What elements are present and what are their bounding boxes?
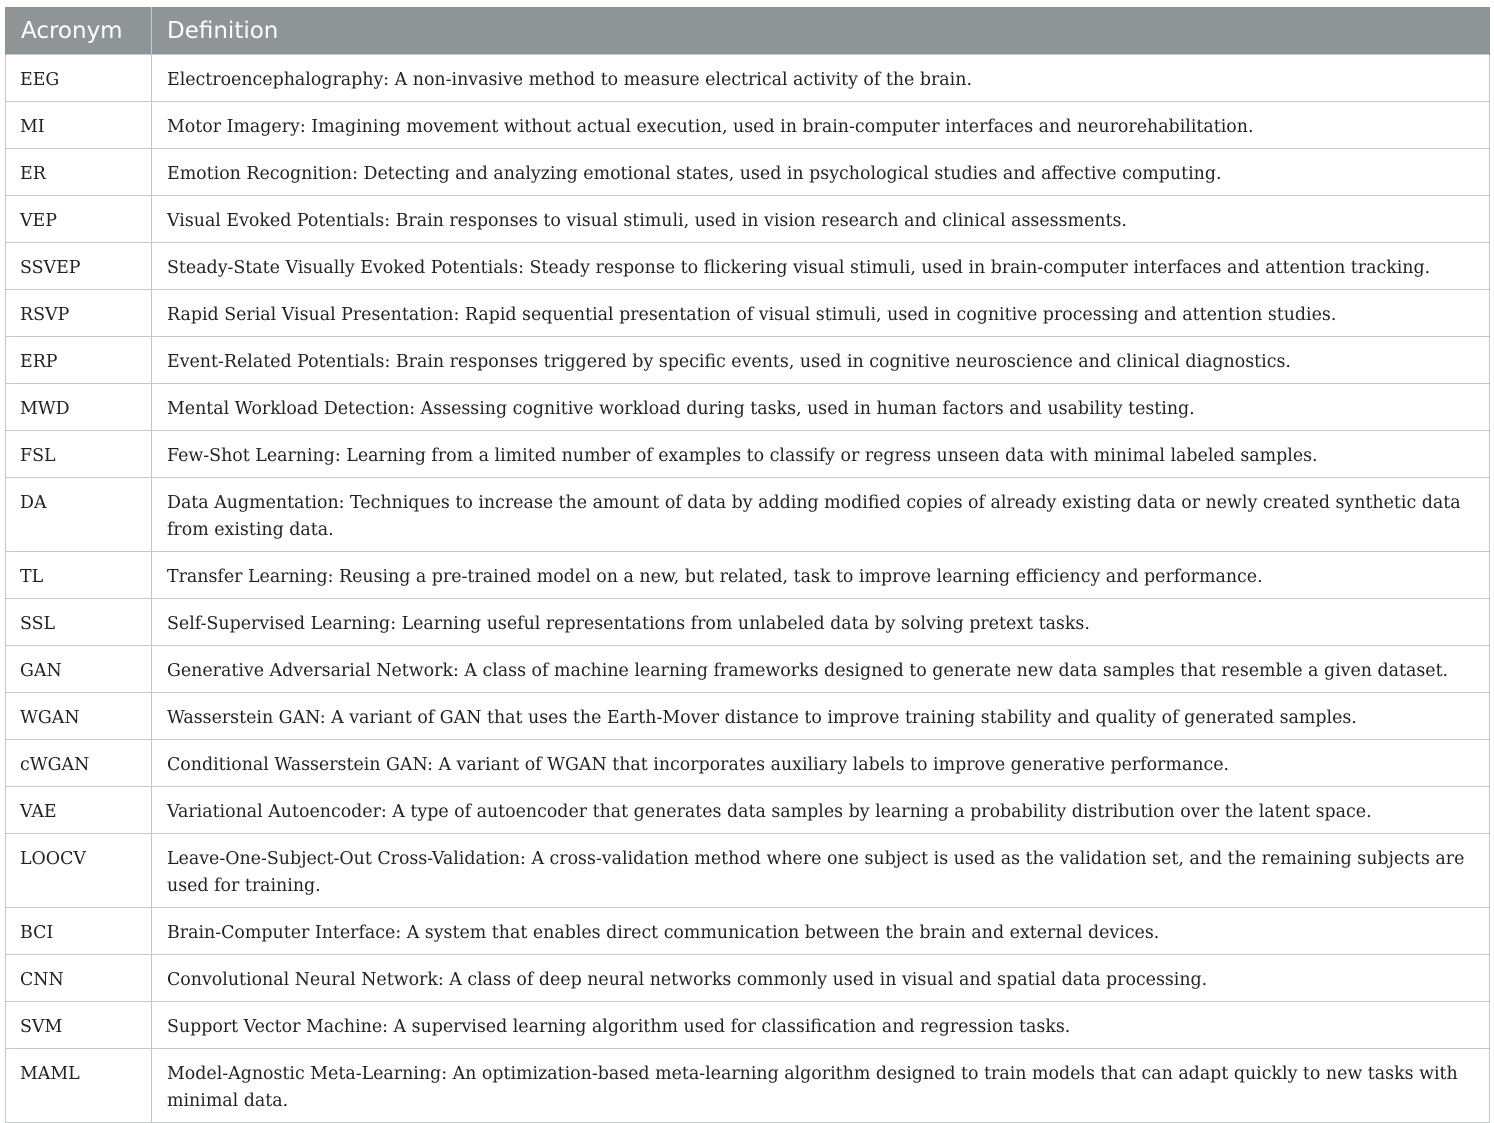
table-row (6, 384, 1490, 431)
acronym-cell: cWGAN (6, 740, 152, 787)
definition-cell: Motor Imagery: Imagining movement without actual execution, used in brain-computer interfaces and neurorehabilitation. (152, 102, 1490, 149)
table-row (6, 646, 1490, 693)
definition-cell: Electroencephalography: A non-invasive method to measure electrical activity of the brain. (152, 55, 1490, 102)
definition-cell: Self-Supervised Learning: Learning useful representations from unlabeled data by solving pretext tasks. (152, 599, 1490, 646)
table-row (6, 196, 1490, 243)
acronym-cell: ER (6, 149, 152, 196)
definition-cell: Brain-Computer Interface: A system that enables direct communication between the brain and external devices. (152, 908, 1490, 955)
acronym-cell: RSVP (6, 290, 152, 337)
table-row (6, 834, 1490, 908)
acronym-cell: MWD (6, 384, 152, 431)
definition-cell: Data Augmentation: Techniques to increase the amount of data by adding modified copies of already existing data or newly created synthetic data from existing data. (152, 478, 1490, 552)
definition-cell: Leave-One-Subject-Out Cross-Validation: A cross-validation method where one subject is used as the validation set, and the remaining subjects are used for training. (152, 834, 1490, 908)
table-row (6, 787, 1490, 834)
table-row (6, 908, 1490, 955)
acronym-cell: VAE (6, 787, 152, 834)
acronym-cell: SSVEP (6, 243, 152, 290)
table-row (6, 478, 1490, 552)
acronym-cell: WGAN (6, 693, 152, 740)
acronym-cell: GAN (6, 646, 152, 693)
acronym-cell: VEP (6, 196, 152, 243)
acronym-cell: TL (6, 552, 152, 599)
acronym-cell: FSL (6, 431, 152, 478)
table-row (6, 740, 1490, 787)
table-row (6, 55, 1490, 102)
acronym-cell: CNN (6, 955, 152, 1002)
definition-cell: Visual Evoked Potentials: Brain responses to visual stimuli, used in vision research and clinical assessments. (152, 196, 1490, 243)
definition-cell: Support Vector Machine: A supervised learning algorithm used for classification and regression tasks. (152, 1002, 1490, 1049)
acronym-cell: SSL (6, 599, 152, 646)
acronym-cell: EEG (6, 55, 152, 102)
table-row (6, 955, 1490, 1002)
definition-cell: Mental Workload Detection: Assessing cognitive workload during tasks, used in human factors and usability testing. (152, 384, 1490, 431)
acronym-table (5, 7, 1490, 1123)
definition-cell: Transfer Learning: Reusing a pre-trained model on a new, but related, task to improve learning efficiency and performance. (152, 552, 1490, 599)
table-row (6, 102, 1490, 149)
table-row (6, 243, 1490, 290)
acronym-cell: LOOCV (6, 834, 152, 908)
column-header-definition: Definition (152, 7, 1490, 55)
acronym-cell: DA (6, 478, 152, 552)
table-row (6, 431, 1490, 478)
definition-cell: Rapid Serial Visual Presentation: Rapid sequential presentation of visual stimuli, used in cognitive processing and attention studies. (152, 290, 1490, 337)
acronym-cell: MAML (6, 1049, 152, 1123)
table-row (6, 1002, 1490, 1049)
table-row (6, 599, 1490, 646)
definition-cell: Conditional Wasserstein GAN: A variant of WGAN that incorporates auxiliary labels to improve generative performance. (152, 740, 1490, 787)
acronym-cell: ERP (6, 337, 152, 384)
definition-cell: Model-Agnostic Meta-Learning: An optimization-based meta-learning algorithm designed to train models that can adapt quickly to new tasks with minimal data. (152, 1049, 1490, 1123)
definition-cell: Wasserstein GAN: A variant of GAN that uses the Earth-Mover distance to improve training stability and quality of generated samples. (152, 693, 1490, 740)
definition-cell: Event-Related Potentials: Brain responses triggered by specific events, used in cognitive neuroscience and clinical diagnostics. (152, 337, 1490, 384)
definition-cell: Emotion Recognition: Detecting and analyzing emotional states, used in psychological studies and affective computing. (152, 149, 1490, 196)
acronym-cell: SVM (6, 1002, 152, 1049)
table-row (6, 337, 1490, 384)
acronym-cell: MI (6, 102, 152, 149)
definition-cell: Generative Adversarial Network: A class of machine learning frameworks designed to generate new data samples that resemble a given dataset. (152, 646, 1490, 693)
column-header-acronym: Acronym (6, 7, 152, 55)
definition-cell: Steady-State Visually Evoked Potentials: Steady response to flickering visual stimuli, used in brain-computer interfaces and attention tracking. (152, 243, 1490, 290)
acronym-cell: BCI (6, 908, 152, 955)
table-row (6, 552, 1490, 599)
table-row (6, 149, 1490, 196)
acronym-table-container (5, 7, 1489, 1123)
table-row (6, 693, 1490, 740)
definition-cell: Variational Autoencoder: A type of autoencoder that generates data samples by learning a probability distribution over the latent space. (152, 787, 1490, 834)
definition-cell: Convolutional Neural Network: A class of deep neural networks commonly used in visual and spatial data processing. (152, 955, 1490, 1002)
table-row (6, 1049, 1490, 1123)
table-row (6, 290, 1490, 337)
table-header-row (6, 7, 1490, 55)
definition-cell: Few-Shot Learning: Learning from a limited number of examples to classify or regress unseen data with minimal labeled samples. (152, 431, 1490, 478)
